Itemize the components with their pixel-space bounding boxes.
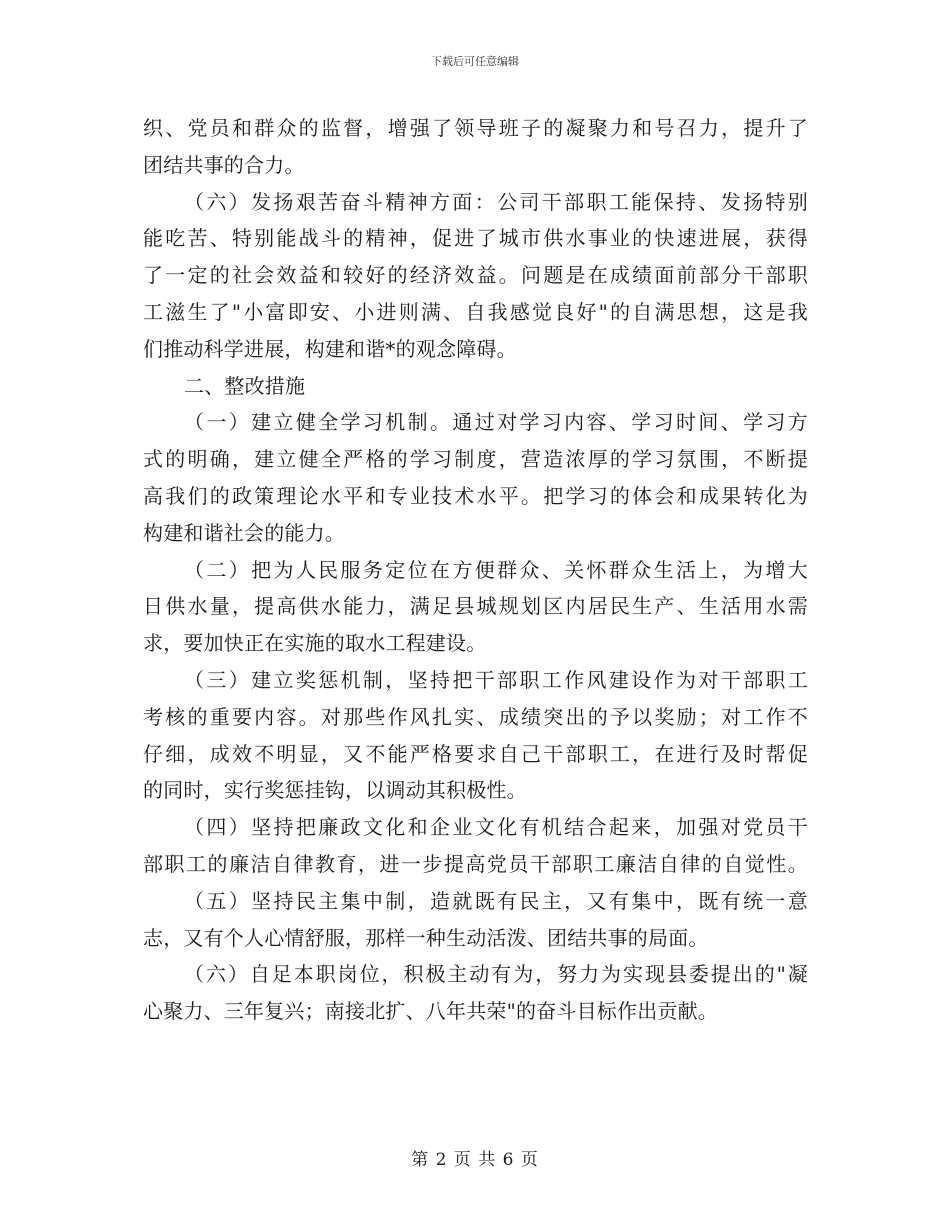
text-line: 式的明确，建立健全严格的学习制度，营造浓厚的学习氛围，不断提 bbox=[143, 447, 808, 472]
text-line: 构建和谐社会的能力。 bbox=[143, 520, 345, 545]
text-line: 志，又有个人心情舒服，那样一种生动活泼、团结共事的局面。 bbox=[143, 925, 709, 950]
text-line: （四）坚持把廉政文化和企业文化有机结合起来，加强对党员干 bbox=[184, 815, 808, 840]
page-number-footer: 第 2 页 共 6 页 bbox=[411, 1150, 539, 1170]
text-line: 高我们的政策理论水平和专业技术水平。把学习的体会和成果转化为 bbox=[143, 483, 808, 508]
document-body bbox=[143, 110, 808, 1030]
text-line: （五）坚持民主集中制，造就既有民主，又有集中，既有统一意 bbox=[184, 888, 808, 913]
text-line: 团结共事的合力。 bbox=[143, 152, 305, 177]
text-line: 工滋生了"小富即安、小进则满、自我感觉良好"的自满思想，这是我 bbox=[143, 299, 808, 324]
text-line: （二）把为人民服务定位在方便群众、关怀群众生活上，为增大 bbox=[184, 557, 808, 582]
text-line: 们推动科学进展，构建和谐*的观念障碍。 bbox=[143, 336, 517, 361]
text-line: （三）建立奖惩机制，坚持把干部职工作风建设作为对干部职工 bbox=[184, 667, 808, 692]
text-line: 日供水量，提高供水能力，满足县城规划区内居民生产、生活用水需 bbox=[143, 594, 808, 619]
text-line: 的同时，实行奖惩挂钩，以调动其积极性。 bbox=[143, 778, 527, 803]
section-heading: 二、整改措施 bbox=[184, 373, 306, 398]
text-line: 织、党员和群众的监督，增强了领导班子的凝聚力和号召力，提升了 bbox=[143, 116, 808, 140]
text-line: 仔细，成效不明显，又不能严格要求自己干部职工，在进行及时帮促 bbox=[143, 741, 808, 766]
text-line: 心聚力、三年复兴；南接北扩、八年共荣"的奋斗目标作出贡献。 bbox=[143, 999, 718, 1024]
text-line: 了一定的社会效益和较好的经济效益。问题是在成绩面前部分干部职 bbox=[143, 263, 808, 288]
page-header: 下载后可任意编辑 bbox=[431, 55, 519, 68]
text-line: 考核的重要内容。对那些作风扎实、成绩突出的予以奖励；对工作不 bbox=[143, 704, 808, 729]
text-line: （六）自足本职岗位，积极主动有为，努力为实现县委提出的"凝 bbox=[184, 962, 808, 987]
text-line: （六）发扬艰苦奋斗精神方面：公司干部职工能保持、发扬特别 bbox=[184, 189, 808, 214]
text-line: 部职工的廉洁自律教育，进一步提高党员干部职工廉洁自律的自觉性。 bbox=[143, 851, 808, 876]
text-line: （一）建立健全学习机制。通过对学习内容、学习时间、学习方 bbox=[184, 410, 808, 435]
text-line: 求，要加快正在实施的取水工程建设。 bbox=[143, 631, 487, 656]
text-line: 能吃苦、特别能战斗的精神，促进了城市供水事业的快速进展，获得 bbox=[143, 226, 808, 251]
